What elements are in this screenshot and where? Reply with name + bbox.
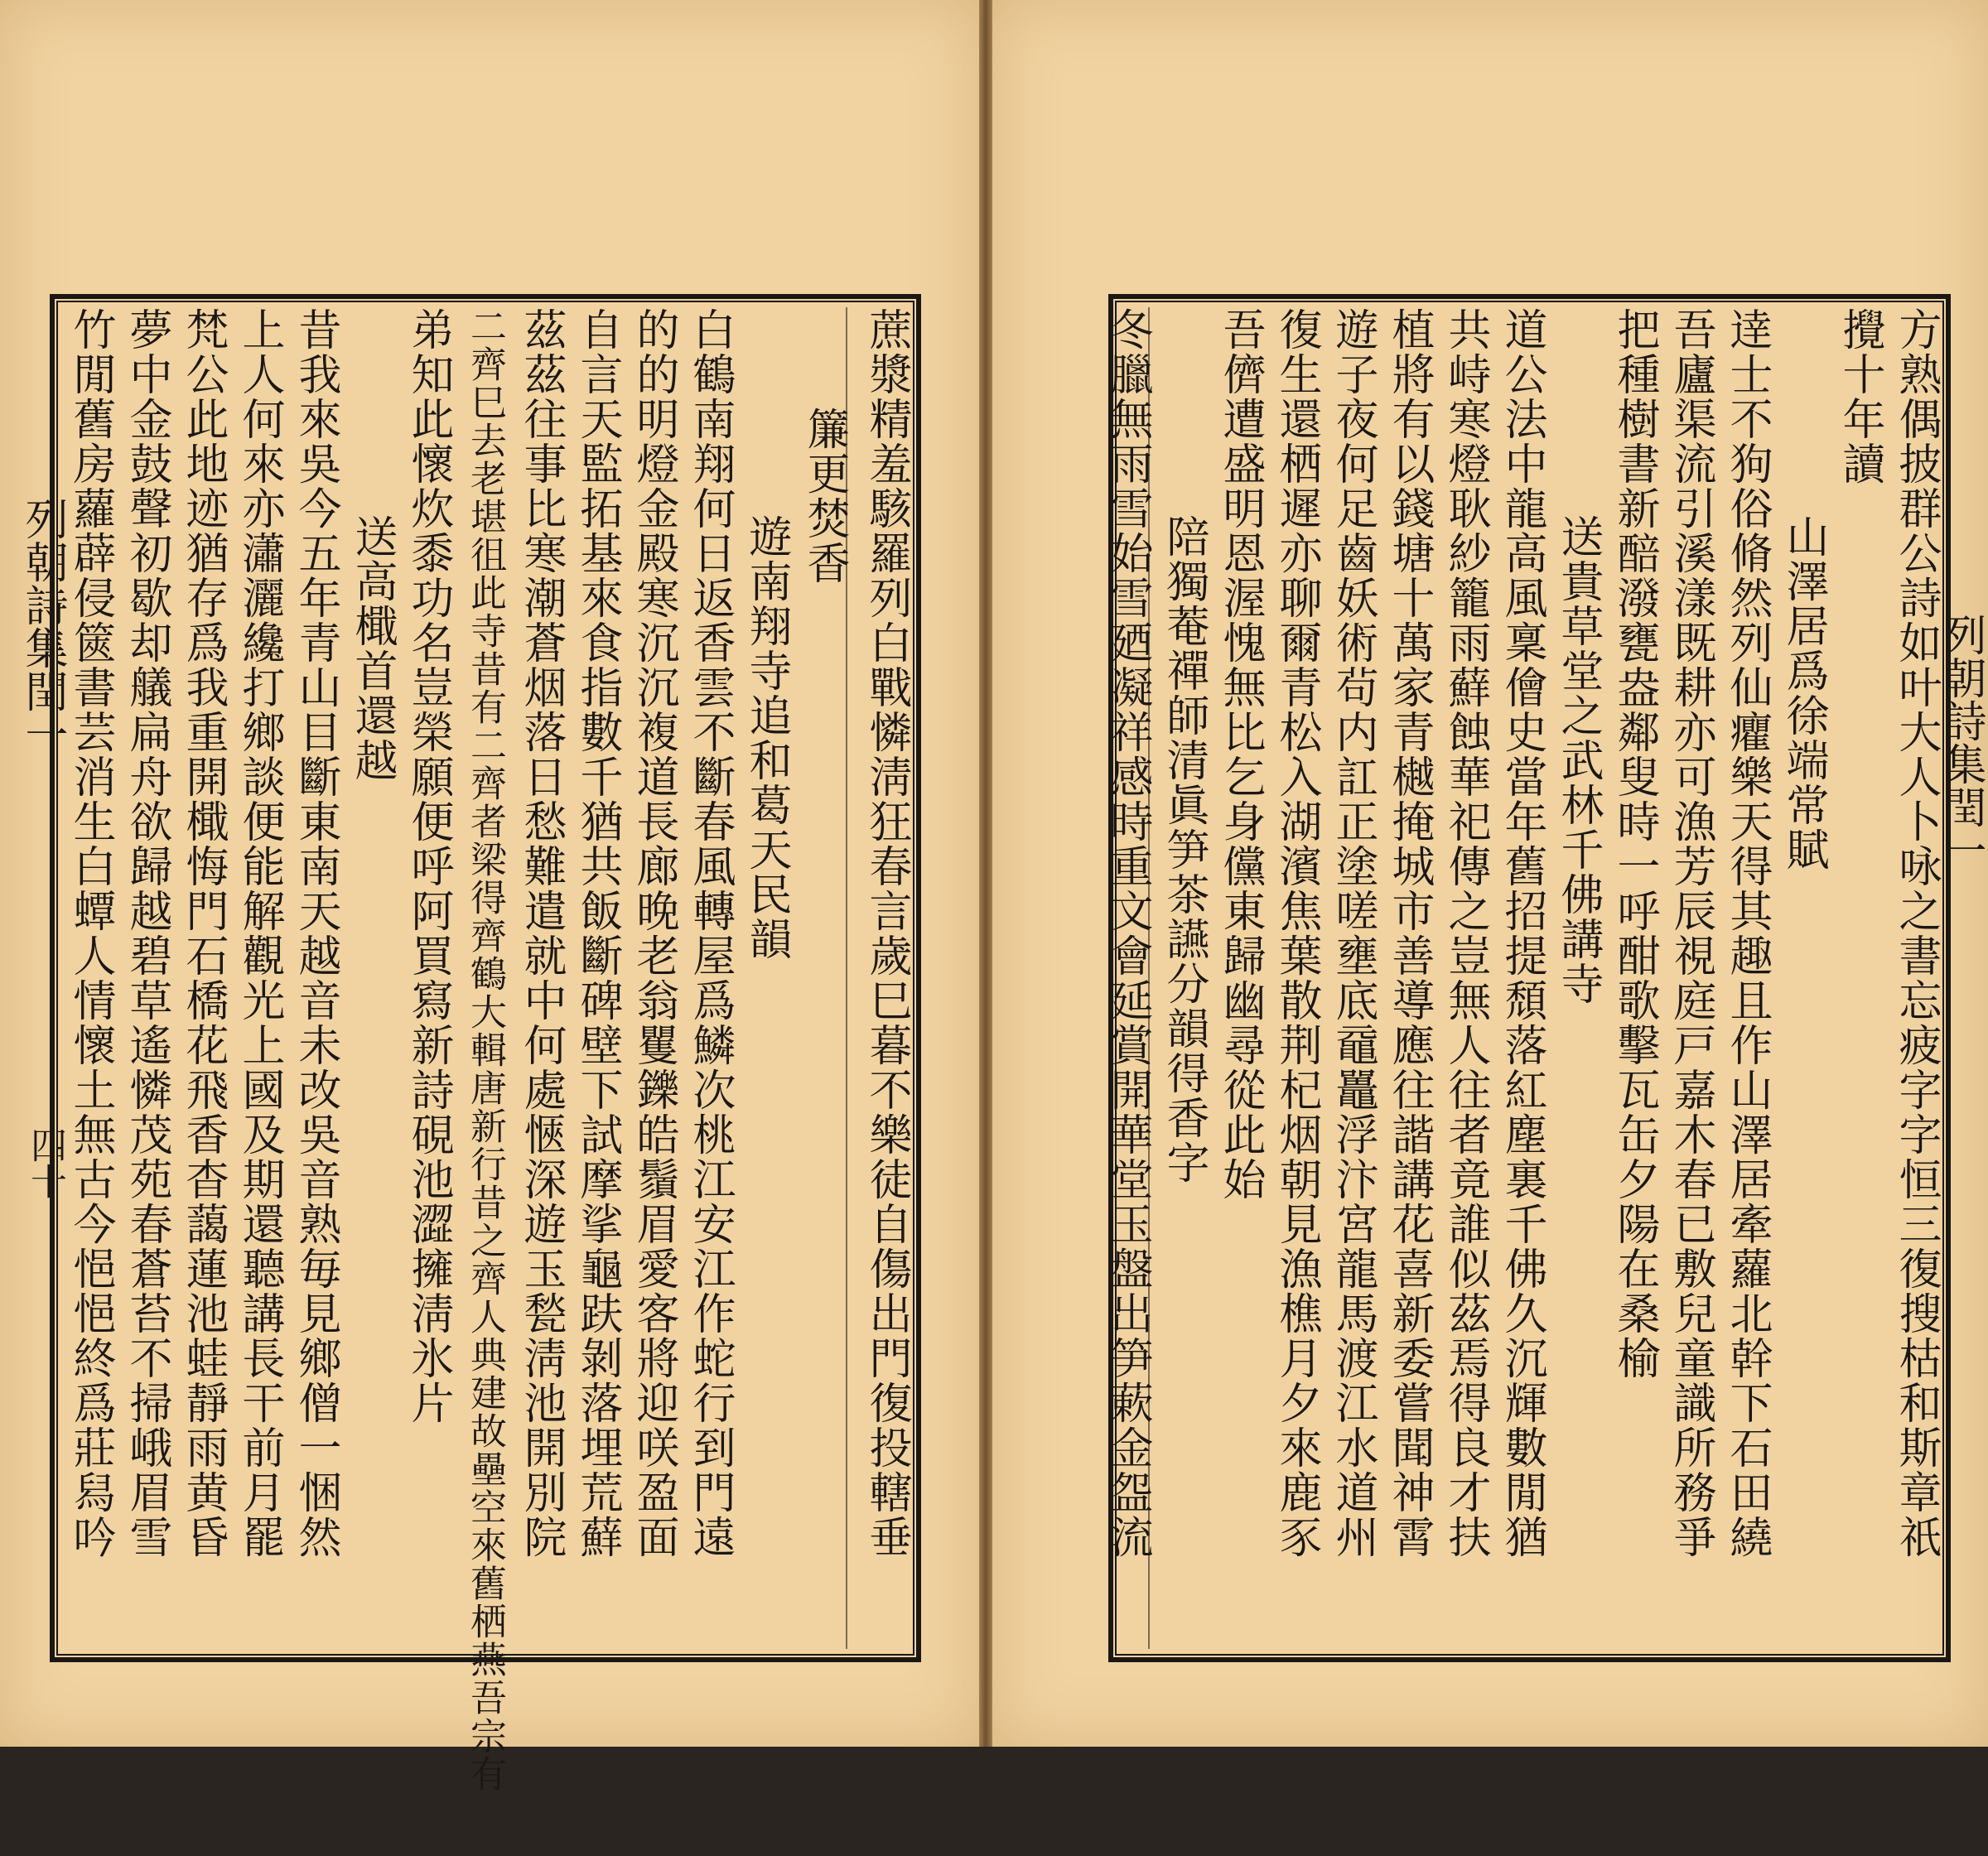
- right-margin-title: 列朝詩集閏一: [1936, 613, 1986, 871]
- left-column-2: 簾更焚香: [799, 407, 849, 586]
- right-column-5: 吾廬渠流引溪漾既耕亦可漁芳辰視庭戸嘉木春已敷兒童識所務爭: [1666, 307, 1715, 1560]
- left-column-5: 的的明燈金殿寒沉沉複道長廊晚老翁矍鑠皓鬚眉愛客將迎咲盈面: [629, 307, 678, 1560]
- left-column-11: 昔我來吳今五年青山目斷東南天越音未改吳音熟毎見鄉僧一悃然: [291, 307, 340, 1560]
- left-column-15: 竹閒舊房蘿薜侵篋書芸消生白蟫人情懷土無古今悒悒終爲莊舄吟: [65, 307, 115, 1560]
- right-page: [992, 0, 1988, 1747]
- left-column-13: 梵公此地迹猶存爲我重開檝悔門石橋花飛香杳藹蓮池蛙靜雨黄昏: [178, 307, 228, 1560]
- right-column-3: 山澤居爲徐端常賦: [1778, 514, 1828, 872]
- right-text-frame: [1103, 294, 1951, 1662]
- left-column-7: 茲茲往事比寒潮蒼烟落日愁難遣就中何處愜深遊玉甃淸池開別院: [516, 307, 566, 1560]
- right-column-9: 共峙寒燈耿紗籠雨蘚蝕華祀傳之豈無人往者竟誰似茲焉得良才扶: [1440, 307, 1490, 1560]
- left-margin-title: 列朝詩集閏一: [17, 497, 67, 755]
- left-column-4: 白鶴南翔何日返香雲不斷春風轉屋爲鱗次桃江安江作蛇行到門遠: [685, 307, 735, 1560]
- right-column-14: 陪獨菴禪師清眞笋茶讌分韻得香字: [1159, 514, 1209, 1185]
- right-column-1: 方熟偶披群公詩如叶大人卜咏之書忘疲字字恒三復搜枯和斯章祇: [1891, 307, 1941, 1560]
- right-column-15: 冬臘無雨雪始雪廼凝祥感時重文會延賞開華堂玉盤出笋蔌金盌流: [1103, 307, 1152, 1560]
- right-column-10: 植將有以錢塘十萬家青樾掩城市善導應往諧講花喜新委嘗聞神霄: [1384, 307, 1434, 1560]
- left-column-9: 弟知此懷炊黍功名豈榮願便呼阿買寫新詩硯池澀擁淸氷片: [403, 307, 453, 1425]
- right-column-6: 把種樹書新醅潑甕盎鄰叟時一呼酣歌擊瓦缶夕陽在桑榆: [1609, 307, 1659, 1381]
- left-column-12: 上人何來亦瀟灑纔打鄉談便能解觀光上國及期還聽講長干前月罷: [234, 307, 284, 1560]
- left-column-6: 自言天監拓基來食指數千猶共飯斷碑壁下試摩挲龜趺剝落埋荒蘚: [572, 307, 622, 1560]
- right-column-12: 復生還栖遲亦聊爾青松入湖濱焦葉散荆杞烟朝見漁樵月夕來鹿豕: [1271, 307, 1321, 1560]
- right-column-4: 逹士不狗俗脩然列仙癯樂天得其趣且作山澤居牽蘿北幹下石田繞: [1722, 307, 1772, 1560]
- right-column-7: 送貴草堂之武林千佛講寺: [1553, 514, 1603, 1006]
- left-page: [0, 0, 979, 1793]
- left-column-8: 二齊巳去老堪徂此寺昔有二齊者梁得齊鶴大輯唐新行昔之齊人典建故壘空來舊栖燕吾宗有: [464, 307, 506, 1793]
- left-folio: 四十: [24, 1126, 66, 1199]
- left-column-14: 夢中金鼓聲初歇却艤扁舟欲歸越碧草遙憐茂苑春蒼苔不掃峨眉雪: [122, 307, 171, 1560]
- left-column-3: 遊南翔寺追和葛天民韻: [741, 514, 791, 962]
- right-column-8: 道公法中龍高風稟儈史當年舊招提頹落紅塵裏千佛久沉輝數閒猶: [1497, 307, 1546, 1560]
- right-column-2: 攪十年讀: [1835, 307, 1884, 486]
- left-column-1: 蔗漿精羞駭羅列白戰憐淸狂春言歲巳暮不樂徒自傷出門復投轄垂: [861, 307, 911, 1560]
- right-column-11: 遊子夜何足齒妖術茍内訌正塗嗟壅底黿鼉浮汴宮龍馬渡江水道州: [1328, 307, 1378, 1560]
- left-column-10: 送高檝首還越: [347, 514, 397, 783]
- right-column-13: 吾儕遭盛明恩渥愧無比乞身儻東歸幽尋從此始: [1215, 307, 1265, 1202]
- book-gutter: [979, 0, 992, 1747]
- left-text-frame: [50, 294, 921, 1793]
